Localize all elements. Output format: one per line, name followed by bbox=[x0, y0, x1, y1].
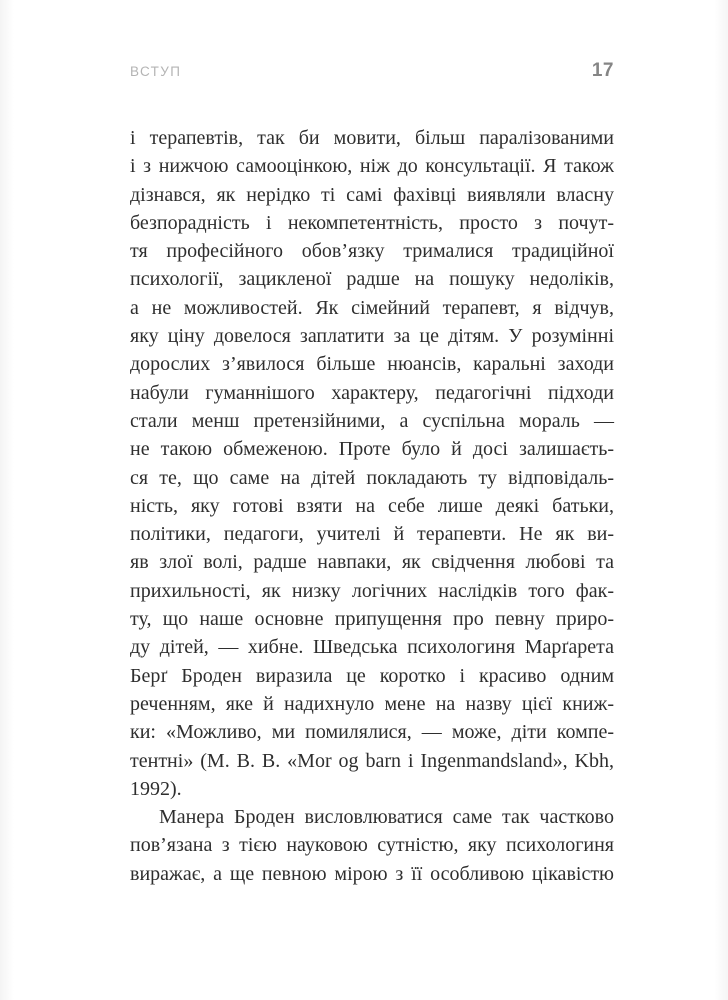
text-line: ду дітей, — хибне. Шведська психологиня Марґарета bbox=[130, 636, 614, 659]
text-line: ки: «Можливо, ми помилялися, — може, діти компе- bbox=[130, 721, 614, 744]
text-line: політики, педагоги, учителі й терапевти. Не як ви- bbox=[130, 523, 614, 546]
body-text bbox=[130, 124, 614, 888]
text-line: Берґ Броден виразила це коротко і красиво одним bbox=[130, 664, 614, 687]
text-line: яку ціну довелося заплатити за це дітям. У розумінні bbox=[130, 325, 614, 348]
text-line: набули гуманнішого характеру, педагогічні підходи bbox=[130, 381, 614, 404]
page-edge-shadow-right bbox=[714, 0, 728, 1000]
text-line: тентні» (M. B. B. «Mor og barn i Ingenmandsland», Kbh, bbox=[130, 749, 614, 772]
text-line-paragraph-end: 1992). bbox=[130, 777, 182, 800]
text-line: ту, що наше основне припущення про певну приро- bbox=[130, 608, 614, 631]
text-line: психології, зацикленої радше на пошуку недоліків, bbox=[130, 268, 614, 291]
text-line: ся те, що саме на дітей покладають ту відповідаль- bbox=[130, 466, 614, 489]
text-line: і терапевтів, так би мовити, більш паралізованими bbox=[130, 127, 614, 149]
running-title: ВСТУП bbox=[130, 64, 182, 79]
text-line: стали менш претензійними, а суспільна мораль — bbox=[130, 409, 614, 432]
text-line: дорослих з’явилося більше нюансів, каральні заходи bbox=[130, 353, 614, 376]
text-line: тя професійного обов’язку трималися традиційної bbox=[130, 240, 614, 263]
text-line: реченням, яке й надихнуло мене на назву цієї книж- bbox=[130, 692, 614, 715]
text-line: яв злої волі, радше навпаки, як свідчення любові та bbox=[130, 551, 614, 574]
text-line: виражає, а ще певною мірою з її особливою цікавістю bbox=[130, 862, 614, 885]
text-line-paragraph-start: Манера Броден висловлюватися саме так частково bbox=[159, 806, 614, 829]
text-line: а не можливостей. Як сімейний терапевт, я відчув, bbox=[130, 296, 614, 319]
page-edge-shadow-left bbox=[0, 0, 14, 1000]
text-line: ність, яку готові взяти на себе лише деякі батьки, bbox=[130, 494, 614, 517]
text-line: прихильності, як низку логічних наслідків того фак- bbox=[130, 579, 614, 602]
page-number: 17 bbox=[591, 60, 614, 81]
text-line: не такою обмеженою. Проте було й досі залишаєть- bbox=[130, 438, 614, 461]
page-header bbox=[130, 60, 614, 82]
text-line: пов’язана з тією науковою сутністю, яку психологиня bbox=[130, 834, 614, 857]
text-line: дізнався, як нерідко ті самі фахівці виявляли власну bbox=[130, 183, 614, 206]
text-line: і з нижчою самооцінкою, ніж до консультації. Я також bbox=[130, 155, 614, 178]
text-line: безпорадність і некомпетентність, просто з почут- bbox=[130, 211, 614, 234]
